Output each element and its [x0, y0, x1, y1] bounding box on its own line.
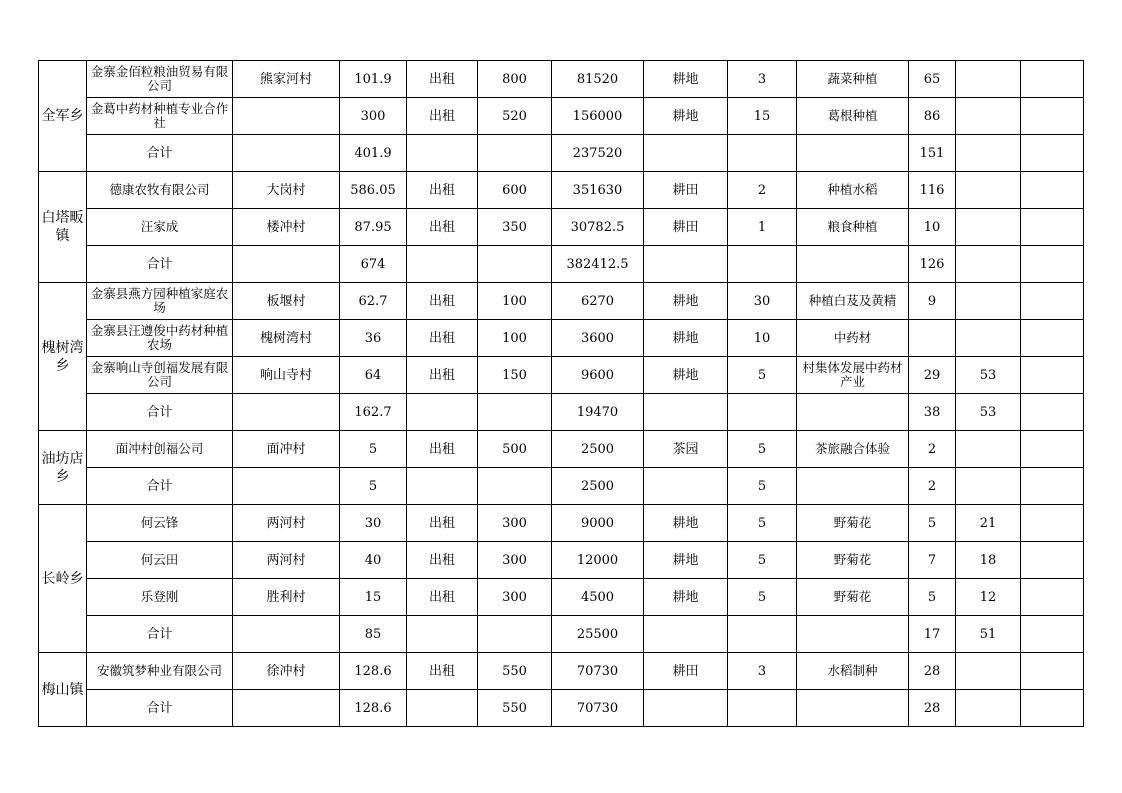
price-cell: 150	[478, 357, 552, 394]
price-cell: 300	[478, 542, 552, 579]
subtotal-area-cell: 401.9	[340, 135, 407, 172]
mode-cell: 出租	[407, 320, 478, 357]
purpose-cell: 粮食种植	[797, 209, 909, 246]
mode-cell: 出租	[407, 209, 478, 246]
land-type-cell: 耕地	[644, 357, 728, 394]
subtotal-years-cell	[728, 246, 797, 283]
area-cell: 40	[340, 542, 407, 579]
operator-name-cell: 金寨响山寺创福发展有限公司	[87, 357, 233, 394]
land-type-cell: 耕田	[644, 172, 728, 209]
remark-cell	[1021, 209, 1084, 246]
count-cell: 116	[909, 172, 956, 209]
village-cell: 两河村	[233, 542, 340, 579]
area-cell: 30	[340, 505, 407, 542]
table-row	[39, 320, 1084, 357]
years-cell: 5	[728, 357, 797, 394]
subtotal-label: 合计	[87, 468, 233, 505]
village-cell: 胜利村	[233, 579, 340, 616]
count-cell: 5	[909, 505, 956, 542]
table-row	[39, 357, 1084, 394]
table-row	[39, 542, 1084, 579]
total-cell: 6270	[552, 283, 644, 320]
land-type-cell: 耕地	[644, 542, 728, 579]
operator-name-cell: 金葛中药材种植专业合作社	[87, 98, 233, 135]
subtotal-area-cell: 162.7	[340, 394, 407, 431]
subtotal-purpose-cell	[797, 135, 909, 172]
count-cell: 65	[909, 61, 956, 98]
table-row	[39, 579, 1084, 616]
total-cell: 81520	[552, 61, 644, 98]
subtotal-years-cell: 5	[728, 468, 797, 505]
extra-count-cell: 21	[956, 505, 1021, 542]
extra-count-cell	[956, 653, 1021, 690]
mode-cell: 出租	[407, 431, 478, 468]
subtotal-count-cell: 2	[909, 468, 956, 505]
area-cell: 586.05	[340, 172, 407, 209]
village-cell: 响山寺村	[233, 357, 340, 394]
extra-count-cell	[956, 172, 1021, 209]
subtotal-mode-cell	[407, 394, 478, 431]
land-type-cell: 茶园	[644, 431, 728, 468]
subtotal-village-cell	[233, 616, 340, 653]
table-row	[39, 505, 1084, 542]
total-cell: 30782.5	[552, 209, 644, 246]
operator-name-cell: 金寨县汪遵俊中药材种植农场	[87, 320, 233, 357]
subtotal-purpose-cell	[797, 616, 909, 653]
extra-count-cell	[956, 98, 1021, 135]
subtotal-total-cell: 70730	[552, 690, 644, 727]
table-row	[39, 653, 1084, 690]
subtotal-count-cell: 151	[909, 135, 956, 172]
subtotal-extra-count-cell	[956, 246, 1021, 283]
subtotal-area-cell: 5	[340, 468, 407, 505]
remark-cell	[1021, 505, 1084, 542]
price-cell: 350	[478, 209, 552, 246]
operator-name-cell: 金寨金佰粒粮油贸易有限公司	[87, 61, 233, 98]
years-cell: 5	[728, 505, 797, 542]
table-row	[39, 209, 1084, 246]
years-cell: 1	[728, 209, 797, 246]
years-cell: 15	[728, 98, 797, 135]
subtotal-purpose-cell	[797, 468, 909, 505]
years-cell: 5	[728, 579, 797, 616]
table-row	[39, 172, 1084, 209]
mode-cell: 出租	[407, 505, 478, 542]
total-cell: 12000	[552, 542, 644, 579]
subtotal-count-cell: 17	[909, 616, 956, 653]
purpose-cell: 葛根种植	[797, 98, 909, 135]
subtotal-label: 合计	[87, 690, 233, 727]
area-cell: 64	[340, 357, 407, 394]
subtotal-price-cell	[478, 468, 552, 505]
operator-name-cell: 乐登刚	[87, 579, 233, 616]
operator-name-cell: 面冲村创福公司	[87, 431, 233, 468]
subtotal-purpose-cell	[797, 394, 909, 431]
table-row	[39, 283, 1084, 320]
subtotal-land-type-cell	[644, 616, 728, 653]
subtotal-remark-cell	[1021, 135, 1084, 172]
mode-cell: 出租	[407, 357, 478, 394]
subtotal-years-cell	[728, 135, 797, 172]
subtotal-label: 合计	[87, 616, 233, 653]
remark-cell	[1021, 283, 1084, 320]
area-cell: 36	[340, 320, 407, 357]
village-cell	[233, 98, 340, 135]
table-row	[39, 431, 1084, 468]
years-cell: 3	[728, 653, 797, 690]
operator-name-cell: 安徽筑梦种业有限公司	[87, 653, 233, 690]
subtotal-extra-count-cell	[956, 135, 1021, 172]
remark-cell	[1021, 542, 1084, 579]
count-cell: 29	[909, 357, 956, 394]
mode-cell: 出租	[407, 542, 478, 579]
village-cell: 徐冲村	[233, 653, 340, 690]
subtotal-row	[39, 690, 1084, 727]
subtotal-count-cell: 126	[909, 246, 956, 283]
purpose-cell: 野菊花	[797, 542, 909, 579]
subtotal-label: 合计	[87, 246, 233, 283]
total-cell: 70730	[552, 653, 644, 690]
subtotal-village-cell	[233, 690, 340, 727]
subtotal-years-cell	[728, 616, 797, 653]
land-type-cell: 耕地	[644, 320, 728, 357]
subtotal-price-cell: 550	[478, 690, 552, 727]
count-cell: 5	[909, 579, 956, 616]
purpose-cell: 野菊花	[797, 505, 909, 542]
purpose-cell: 村集体发展中药材产业	[797, 357, 909, 394]
remark-cell	[1021, 98, 1084, 135]
purpose-cell: 蔬菜种植	[797, 61, 909, 98]
subtotal-village-cell	[233, 394, 340, 431]
mode-cell: 出租	[407, 653, 478, 690]
village-cell: 楼冲村	[233, 209, 340, 246]
price-cell: 550	[478, 653, 552, 690]
subtotal-price-cell	[478, 135, 552, 172]
subtotal-remark-cell	[1021, 690, 1084, 727]
subtotal-row	[39, 468, 1084, 505]
years-cell: 5	[728, 431, 797, 468]
subtotal-land-type-cell	[644, 246, 728, 283]
land-type-cell: 耕地	[644, 505, 728, 542]
total-cell: 351630	[552, 172, 644, 209]
land-type-cell: 耕田	[644, 209, 728, 246]
subtotal-mode-cell	[407, 616, 478, 653]
operator-name-cell: 金寨县燕方园种植家庭农场	[87, 283, 233, 320]
purpose-cell: 水稻制种	[797, 653, 909, 690]
count-cell: 86	[909, 98, 956, 135]
town-cell: 油坊店乡	[39, 431, 87, 505]
total-cell: 2500	[552, 431, 644, 468]
area-cell: 5	[340, 431, 407, 468]
subtotal-extra-count-cell: 53	[956, 394, 1021, 431]
years-cell: 5	[728, 542, 797, 579]
subtotal-mode-cell	[407, 468, 478, 505]
subtotal-land-type-cell	[644, 468, 728, 505]
subtotal-area-cell: 85	[340, 616, 407, 653]
purpose-cell: 种植水稻	[797, 172, 909, 209]
area-cell: 101.9	[340, 61, 407, 98]
subtotal-area-cell: 128.6	[340, 690, 407, 727]
subtotal-land-type-cell	[644, 394, 728, 431]
table-row	[39, 61, 1084, 98]
subtotal-count-cell: 28	[909, 690, 956, 727]
extra-count-cell	[956, 209, 1021, 246]
count-cell: 7	[909, 542, 956, 579]
subtotal-remark-cell	[1021, 468, 1084, 505]
operator-name-cell: 何云田	[87, 542, 233, 579]
price-cell: 600	[478, 172, 552, 209]
extra-count-cell	[956, 320, 1021, 357]
village-cell: 面冲村	[233, 431, 340, 468]
subtotal-land-type-cell	[644, 135, 728, 172]
price-cell: 100	[478, 320, 552, 357]
operator-name-cell: 何云锋	[87, 505, 233, 542]
subtotal-total-cell: 382412.5	[552, 246, 644, 283]
extra-count-cell: 12	[956, 579, 1021, 616]
subtotal-remark-cell	[1021, 394, 1084, 431]
total-cell: 9000	[552, 505, 644, 542]
land-type-cell: 耕田	[644, 653, 728, 690]
subtotal-total-cell: 25500	[552, 616, 644, 653]
price-cell: 500	[478, 431, 552, 468]
subtotal-row	[39, 394, 1084, 431]
remark-cell	[1021, 61, 1084, 98]
extra-count-cell	[956, 431, 1021, 468]
village-cell: 两河村	[233, 505, 340, 542]
extra-count-cell	[956, 283, 1021, 320]
subtotal-mode-cell	[407, 135, 478, 172]
subtotal-remark-cell	[1021, 246, 1084, 283]
count-cell: 10	[909, 209, 956, 246]
subtotal-village-cell	[233, 246, 340, 283]
total-cell: 9600	[552, 357, 644, 394]
subtotal-label: 合计	[87, 135, 233, 172]
remark-cell	[1021, 579, 1084, 616]
extra-count-cell	[956, 61, 1021, 98]
remark-cell	[1021, 320, 1084, 357]
price-cell: 800	[478, 61, 552, 98]
years-cell: 3	[728, 61, 797, 98]
price-cell: 100	[478, 283, 552, 320]
subtotal-total-cell: 237520	[552, 135, 644, 172]
subtotal-mode-cell	[407, 246, 478, 283]
operator-name-cell: 德康农牧有限公司	[87, 172, 233, 209]
area-cell: 87.95	[340, 209, 407, 246]
subtotal-mode-cell	[407, 690, 478, 727]
mode-cell: 出租	[407, 61, 478, 98]
village-cell: 槐树湾村	[233, 320, 340, 357]
land-transfer-table	[38, 60, 1084, 727]
town-cell: 梅山镇	[39, 653, 87, 727]
subtotal-extra-count-cell	[956, 468, 1021, 505]
subtotal-area-cell: 674	[340, 246, 407, 283]
purpose-cell: 野菊花	[797, 579, 909, 616]
mode-cell: 出租	[407, 172, 478, 209]
mode-cell: 出租	[407, 579, 478, 616]
land-type-cell: 耕地	[644, 283, 728, 320]
subtotal-row	[39, 135, 1084, 172]
town-cell: 长岭乡	[39, 505, 87, 653]
purpose-cell: 中药材	[797, 320, 909, 357]
total-cell: 156000	[552, 98, 644, 135]
purpose-cell: 种植白芨及黄精	[797, 283, 909, 320]
subtotal-count-cell: 38	[909, 394, 956, 431]
subtotal-village-cell	[233, 135, 340, 172]
purpose-cell: 茶旅融合体验	[797, 431, 909, 468]
subtotal-land-type-cell	[644, 690, 728, 727]
subtotal-total-cell: 19470	[552, 394, 644, 431]
village-cell: 大岗村	[233, 172, 340, 209]
extra-count-cell: 53	[956, 357, 1021, 394]
extra-count-cell: 18	[956, 542, 1021, 579]
town-cell: 全军乡	[39, 61, 87, 172]
remark-cell	[1021, 653, 1084, 690]
mode-cell: 出租	[407, 283, 478, 320]
subtotal-price-cell	[478, 394, 552, 431]
land-type-cell: 耕地	[644, 61, 728, 98]
area-cell: 128.6	[340, 653, 407, 690]
town-cell: 白塔畈镇	[39, 172, 87, 283]
area-cell: 15	[340, 579, 407, 616]
count-cell: 9	[909, 283, 956, 320]
years-cell: 30	[728, 283, 797, 320]
remark-cell	[1021, 357, 1084, 394]
operator-name-cell: 汪家成	[87, 209, 233, 246]
subtotal-purpose-cell	[797, 246, 909, 283]
count-cell: 28	[909, 653, 956, 690]
village-cell: 熊家河村	[233, 61, 340, 98]
mode-cell: 出租	[407, 98, 478, 135]
price-cell: 300	[478, 505, 552, 542]
price-cell: 300	[478, 579, 552, 616]
area-cell: 62.7	[340, 283, 407, 320]
village-cell: 板堰村	[233, 283, 340, 320]
count-cell	[909, 320, 956, 357]
subtotal-total-cell: 2500	[552, 468, 644, 505]
land-type-cell: 耕地	[644, 579, 728, 616]
subtotal-label: 合计	[87, 394, 233, 431]
subtotal-extra-count-cell: 51	[956, 616, 1021, 653]
subtotal-remark-cell	[1021, 616, 1084, 653]
subtotal-years-cell	[728, 394, 797, 431]
subtotal-row	[39, 246, 1084, 283]
count-cell: 2	[909, 431, 956, 468]
subtotal-price-cell	[478, 246, 552, 283]
price-cell: 520	[478, 98, 552, 135]
total-cell: 3600	[552, 320, 644, 357]
subtotal-extra-count-cell	[956, 690, 1021, 727]
total-cell: 4500	[552, 579, 644, 616]
town-cell: 槐树湾乡	[39, 283, 87, 431]
land-type-cell: 耕地	[644, 98, 728, 135]
subtotal-price-cell	[478, 616, 552, 653]
remark-cell	[1021, 431, 1084, 468]
table-row	[39, 98, 1084, 135]
years-cell: 2	[728, 172, 797, 209]
years-cell: 10	[728, 320, 797, 357]
subtotal-years-cell	[728, 690, 797, 727]
subtotal-village-cell	[233, 468, 340, 505]
subtotal-row	[39, 616, 1084, 653]
area-cell: 300	[340, 98, 407, 135]
subtotal-purpose-cell	[797, 690, 909, 727]
remark-cell	[1021, 172, 1084, 209]
